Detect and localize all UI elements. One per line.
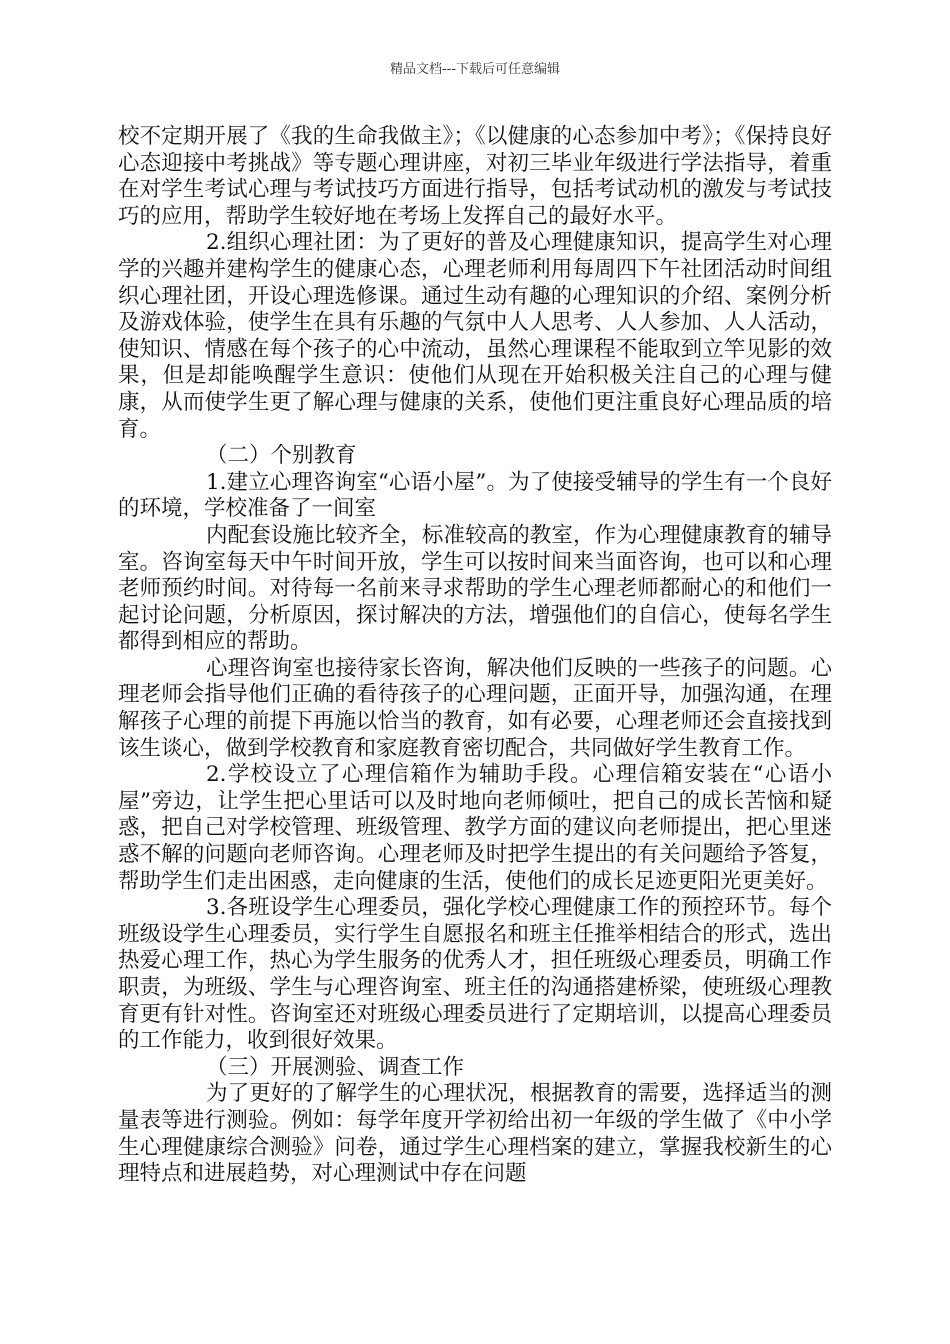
paragraph-testing-survey: 为了更好的了解学生的心理状况，根据教育的需要，选择适当的测量表等进行测验。例如：每学年度开学初给出初一年级的学生做了《中小学生心理健康综合测验》问卷，通过学生心理档案的建立，掌握我校新生的心理特点和进展趋势，对心理测试中存在问题 [118, 1081, 832, 1187]
paragraph-class-committee: 3.各班设学生心理委员，强化学校心理健康工作的预控环节。每个班级设学生心理委员，实行学生自愿报名和班主任推举相结合的形式，选出热爱心理工作，热心为学生服务的优秀人才，担任班级心理委员，明确工作职责，为班级、学生与心理咨询室、班主任的沟通搭建桥梁，使班级心理教育更有针对性。咨询室还对班级心理委员进行了定期培训，以提高心理委员的工作能力，收到很好效果。 [118, 895, 832, 1054]
paragraph-psychology-mailbox: 2.学校设立了心理信箱作为辅助手段。心理信箱安装在“心语小屋”旁边，让学生把心里话可以及时地向老师倾吐，把自己的成长苦恼和疑惑，把自己对学校管理、班级管理、教学方面的建议向老师提出，把心里迷惑不解的问题向老师咨询。心理老师及时把学生提出的有关问题给予答复，帮助学生们走出困惑，走向健康的生活，使他们的成长足迹更阳光更美好。 [118, 762, 832, 894]
paragraph-parent-consultation: 心理咨询室也接待家长咨询，解决他们反映的一些孩子的问题。心理老师会指导他们正确的看待孩子的心理问题，正面开导，加强沟通，在理解孩子心理的前提下再施以恰当的教育，如有必要，心理老师还会直接找到该生谈心，做到学校教育和家庭教育密切配合，共同做好学生教育工作。 [118, 655, 832, 761]
paragraph-counseling-room: 1.建立心理咨询室“心语小屋”。为了使接受辅导的学生有一个良好的环境，学校准备了一间室 [118, 469, 832, 522]
document-body [118, 124, 832, 1188]
paragraph-counseling-room-facilities: 内配套设施比较齐全，标准较高的教室，作为心理健康教育的辅导室。咨询室每天中午时间开放，学生可以按时间来当面咨询，也可以和心理老师预约时间。对待每一名前来寻求帮助的学生心理老师都耐心的和他们一起讨论问题，分析原因，探讨解决的方法，增强他们的自信心，使每名学生都得到相应的帮助。 [118, 522, 832, 655]
paragraph-psychology-club: 2.组织心理社团：为了更好的普及心理健康知识，提高学生对心理学的兴趣并建构学生的健康心态，心理老师利用每周四下午社团活动时间组织心理社团，开设心理选修课。通过生动有趣的心理知识的介绍、案例分析及游戏体验，使学生在具有乐趣的气氛中人人思考、人人参加、人人活动，使知识、情感在每个孩子的心中流动，虽然心理课程不能取到立竿见影的效果，但是却能唤醒学生意识：使他们从现在开始积极关注自己的心理与健康，从而使学生更了解心理与健康的关系，使他们更注重良好心理品质的培育。 [118, 230, 832, 442]
paragraph-lecture-continuation: 校不定期开展了《我的生命我做主》；《以健康的心态参加中考》；《保持良好心态迎接中考挑战》等专题心理讲座，对初三毕业年级进行学法指导，着重在对学生考试心理与考试技巧方面进行指导，包括考试动机的激发与考试技巧的应用，帮助学生较好地在考场上发挥自己的最好水平。 [118, 124, 832, 229]
section-heading-testing-survey: （三）开展测验、调查工作 [206, 1054, 465, 1080]
section-heading-individual-education: （二）个别教育 [206, 443, 357, 469]
page-header: 精品文档---下载后可任意编辑 [389, 62, 561, 77]
